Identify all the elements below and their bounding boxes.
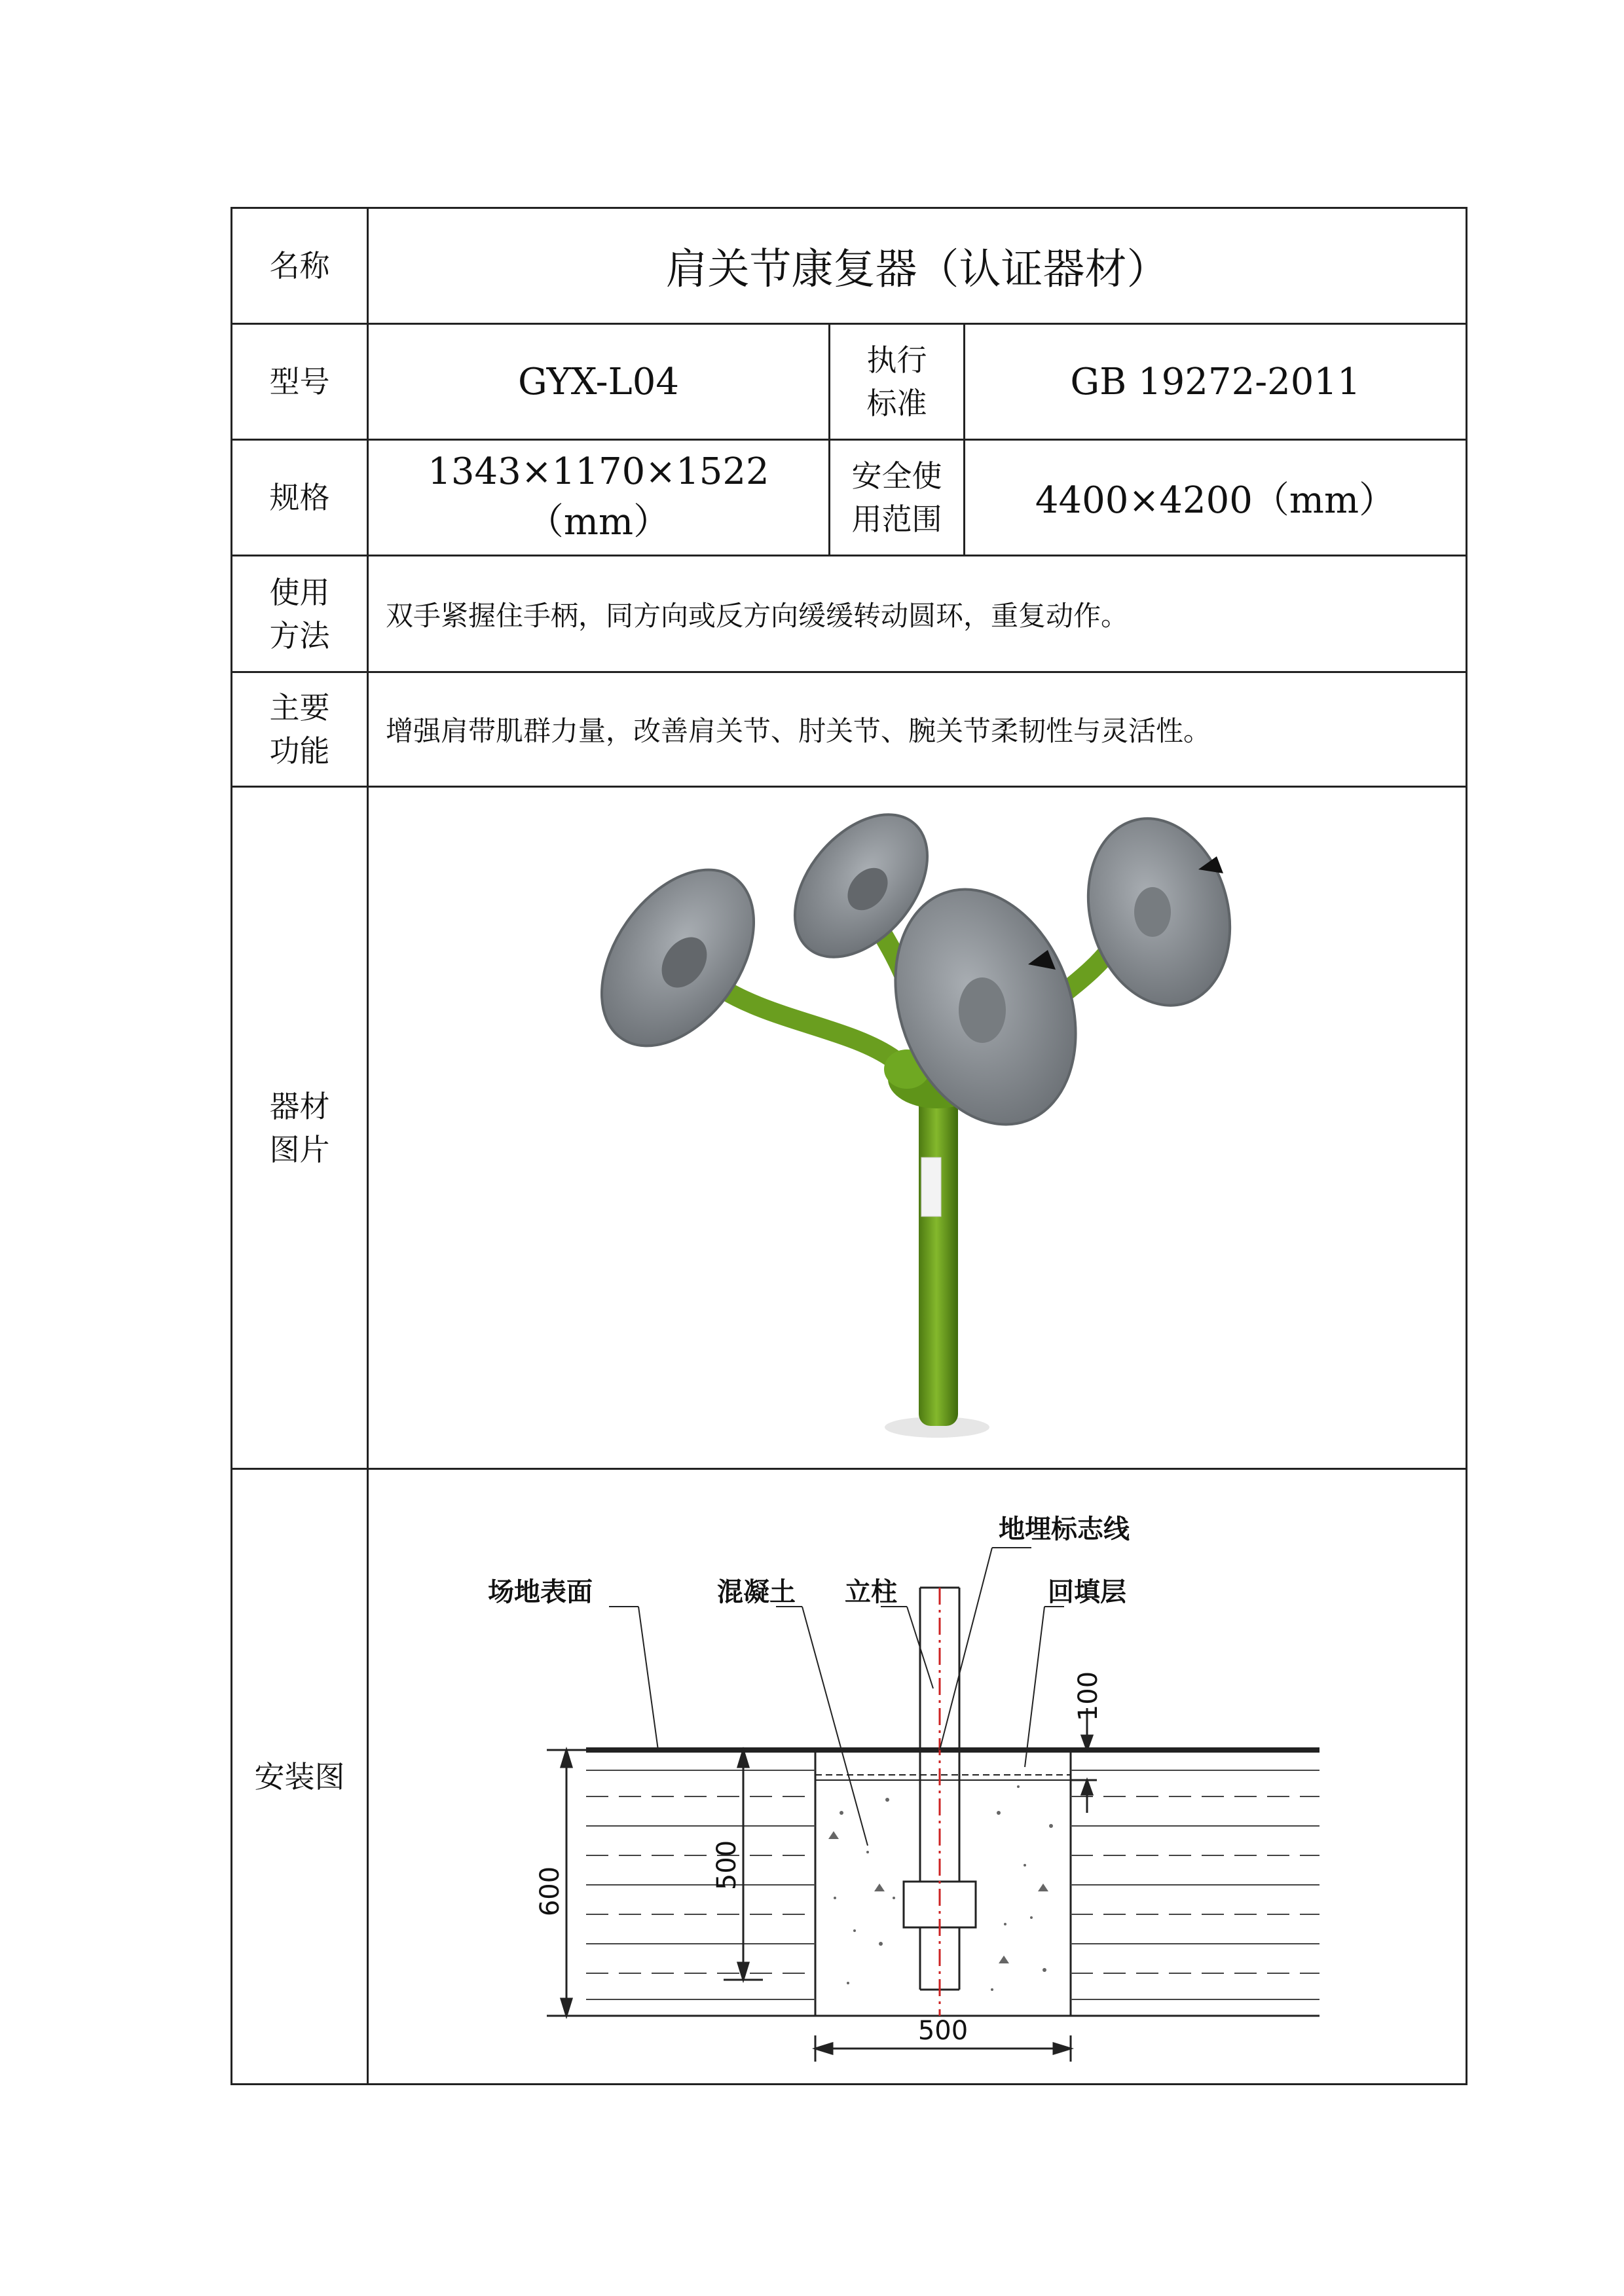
spec-label: 规格 (269, 480, 330, 515)
install-diagram-cell (368, 1469, 1467, 2085)
safe-range-label-line2: 用范围 (851, 501, 942, 537)
function-value: 增强肩带肌群力量，改善肩关节、肘关节、腕关节柔韧性与灵活性。 (386, 715, 1211, 747)
dimension-600: 600 (534, 1866, 565, 1916)
safe-range-label-cell (830, 440, 965, 556)
spec-value: 1343×1170×1522（mm） (428, 450, 769, 543)
function-label-line1: 主要 (269, 690, 330, 725)
usage-label-line2: 方法 (269, 617, 330, 653)
product-title: 肩关节康复器（认证器材） (665, 246, 1169, 294)
leader-lines (609, 1548, 1064, 1846)
safe-range-label-line1: 安全使 (851, 458, 942, 494)
disc-left (570, 841, 785, 1074)
dimension-100: 100 (1073, 1671, 1103, 1721)
spec-label-cell (232, 440, 368, 556)
function-label-line2: 功能 (269, 733, 330, 769)
usage-label-line1: 使用 (269, 574, 330, 610)
dimension-500-width: 500 (917, 2015, 968, 2046)
model-value-cell (368, 324, 830, 440)
main-post (919, 1072, 958, 1426)
installation-diagram (370, 1472, 1465, 2081)
label-marker-line: 地埋标志线 (998, 1514, 1130, 1544)
usage-value: 双手紧握住手柄，同方向或反方向缓缓转动圆环，重复动作。 (386, 599, 1129, 632)
standard-label-line1: 执行 (866, 342, 927, 378)
disc-right (1068, 802, 1250, 1021)
name-value-cell (368, 208, 1467, 324)
name-label: 名称 (269, 248, 330, 283)
name-label-cell (232, 208, 368, 324)
install-label-cell (232, 1469, 368, 2085)
picture-label-line2: 图片 (269, 1131, 330, 1167)
standard-value: GB 19272-2011 (1070, 360, 1361, 403)
picture-label-cell (232, 787, 368, 1469)
label-concrete: 混凝土 (716, 1576, 796, 1607)
install-label: 安装图 (254, 1758, 345, 1795)
label-backfill: 回填层 (1047, 1576, 1126, 1607)
safe-range-value-cell (965, 440, 1467, 556)
function-label-cell (232, 672, 368, 787)
standard-label-line2: 标准 (866, 386, 927, 421)
model-value: GYX-L04 (518, 360, 679, 403)
equipment-illustration (370, 791, 1465, 1465)
spec-sheet-table (231, 207, 1467, 2085)
label-column: 立柱 (844, 1576, 897, 1607)
usage-label-cell (232, 556, 368, 672)
function-value-cell (368, 672, 1467, 787)
safe-range-value: 4400×4200（mm） (1035, 479, 1396, 522)
standard-label-cell (830, 324, 965, 440)
post-label-plate (921, 1157, 941, 1216)
model-label: 型号 (269, 364, 330, 399)
picture-cell (368, 787, 1467, 1469)
picture-label-line1: 器材 (269, 1088, 330, 1124)
usage-value-cell (368, 556, 1467, 672)
spec-value-cell (368, 440, 830, 556)
dimension-500-depth: 500 (711, 1840, 742, 1890)
model-label-cell (232, 324, 368, 440)
label-ground-surface: 场地表面 (487, 1576, 593, 1607)
standard-value-cell (965, 324, 1467, 440)
